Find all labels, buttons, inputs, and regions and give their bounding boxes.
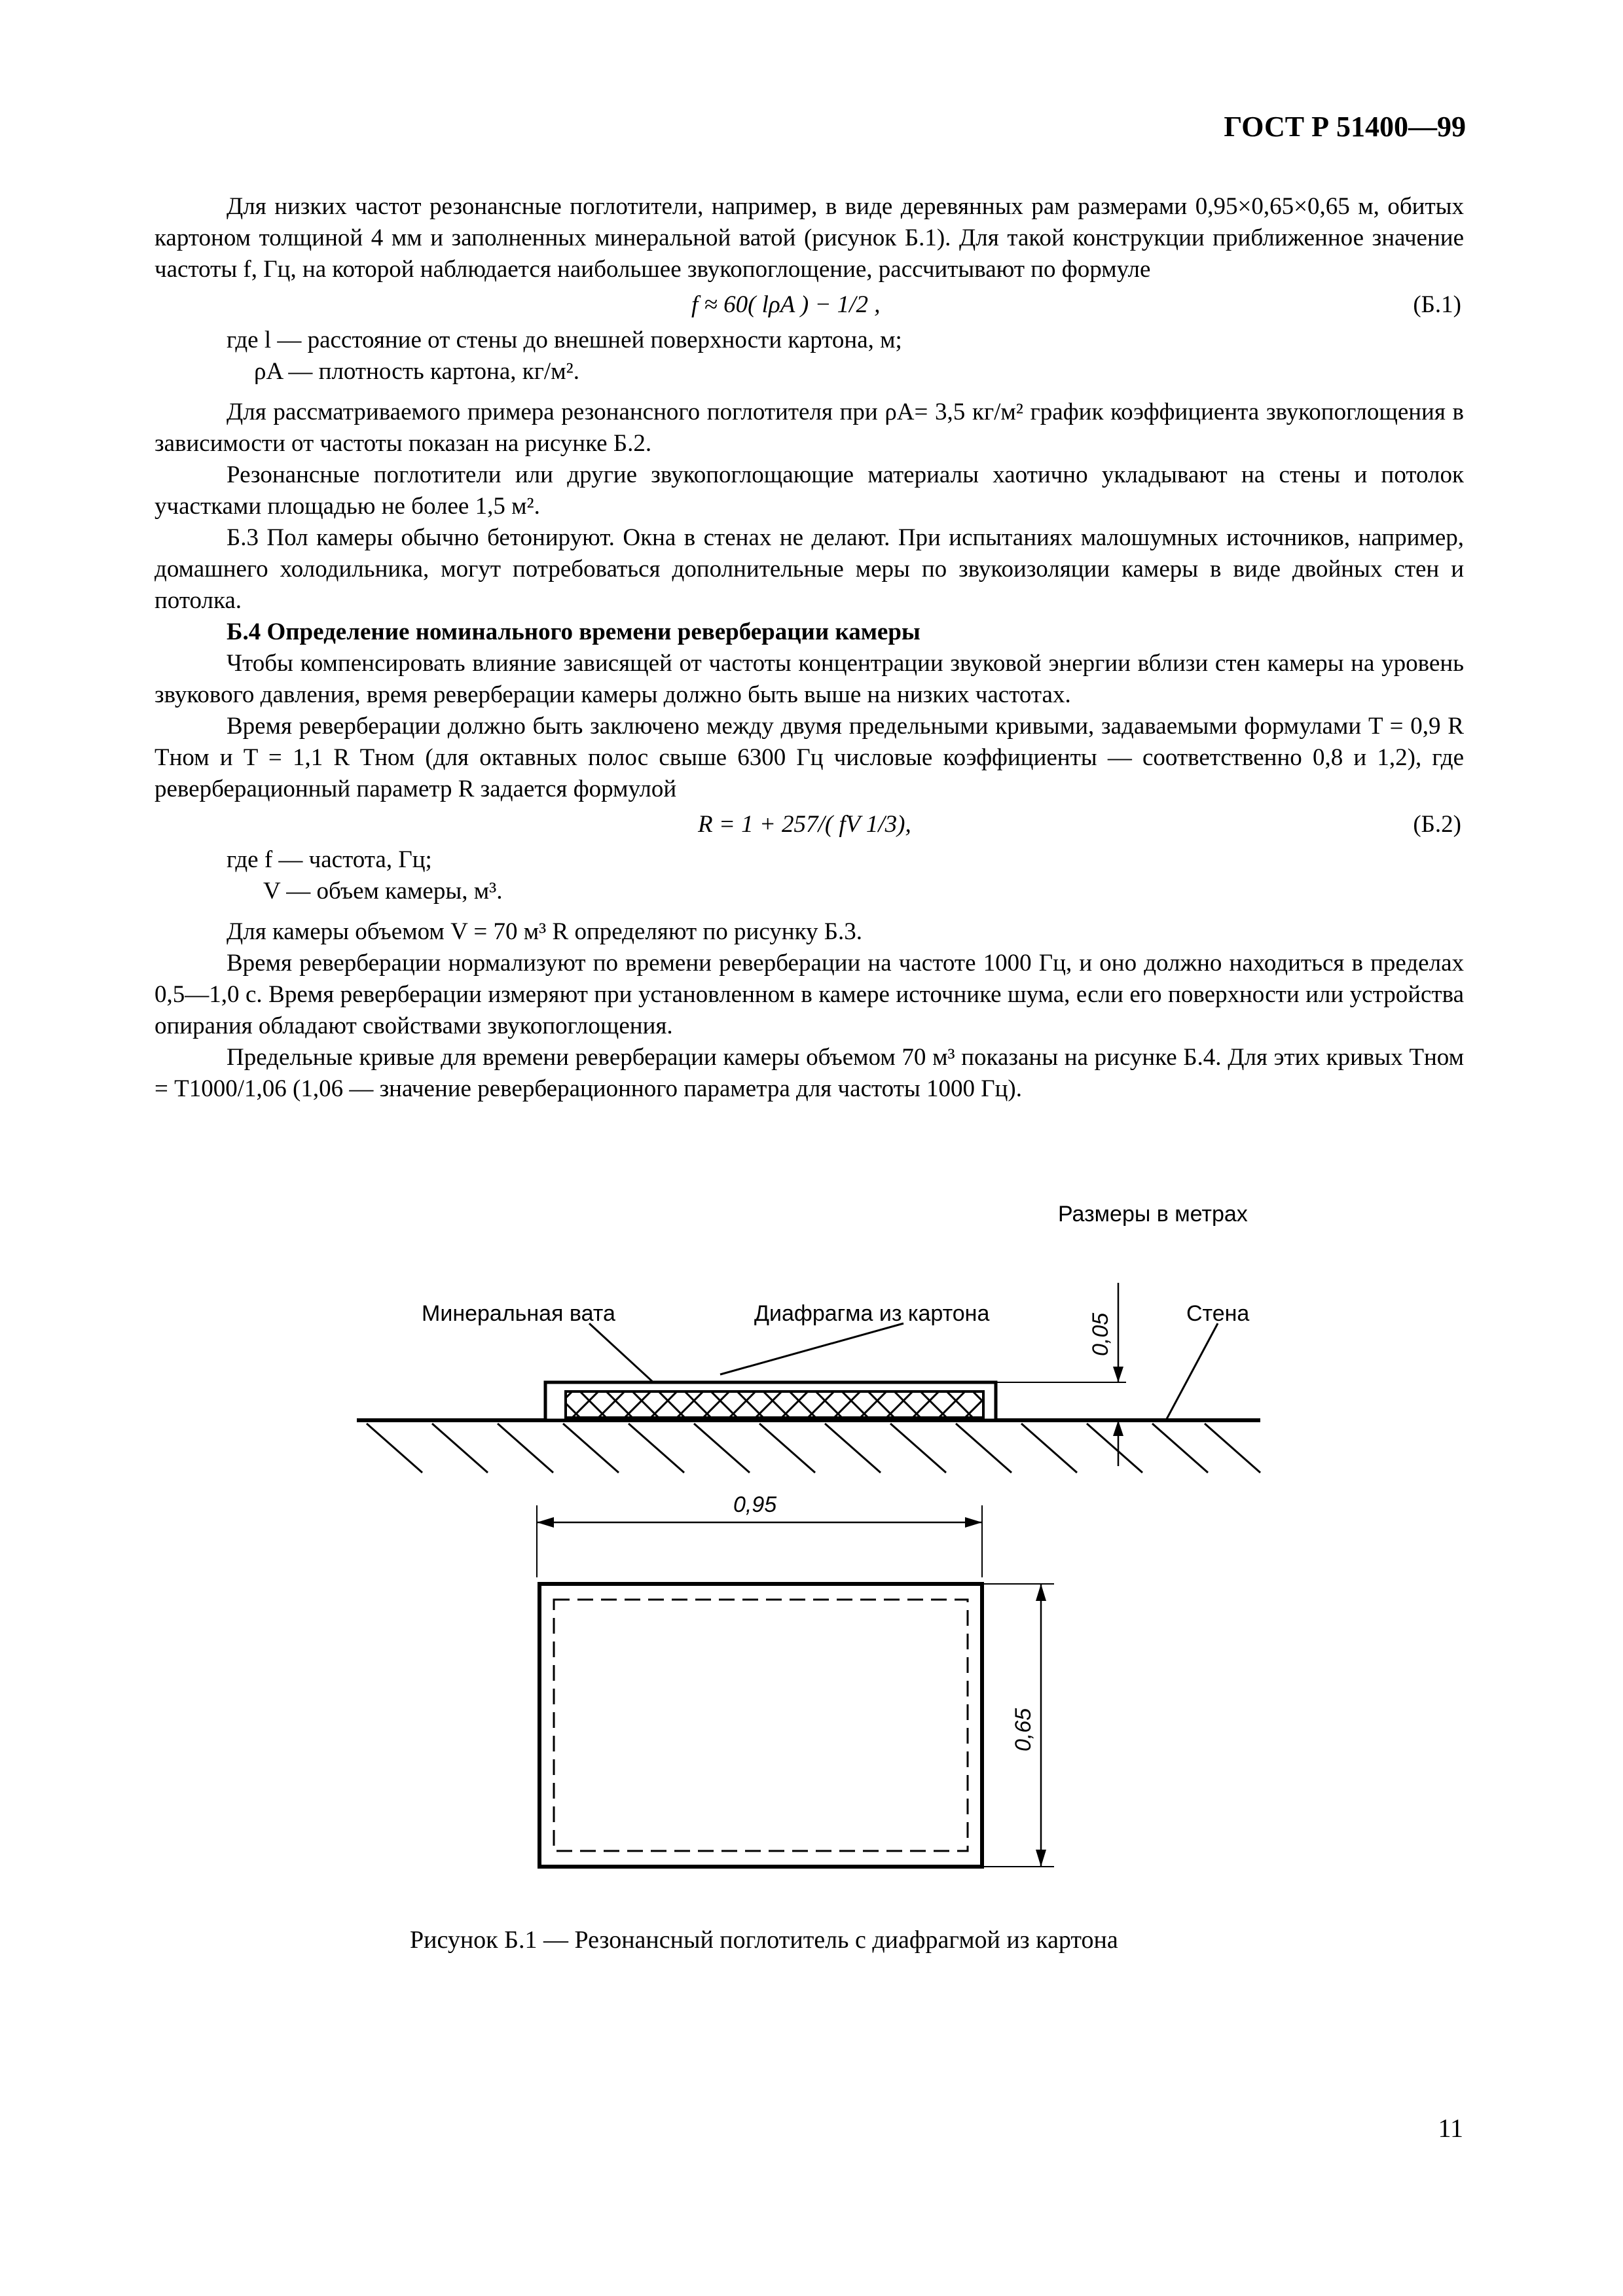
where-rho: ρA — плотность картона, кг/м². xyxy=(254,358,579,385)
arrow-thickness-top xyxy=(1113,1367,1123,1382)
figure-units-note: Размеры в метрах xyxy=(1058,1202,1248,1227)
figure-b1-drawing xyxy=(0,1244,1623,1924)
leader-wall xyxy=(1167,1323,1218,1419)
wall-hatching xyxy=(367,1424,1260,1473)
page-number: 11 xyxy=(1438,2113,1463,2143)
paragraph-5: Чтобы компенсировать влияние зависящей от частоты концентрации звуковой энергии вблизи стен камеры на уровень звукового давления, время реверберации камеры должно быть выше на низких частотах. xyxy=(155,650,1464,708)
arrow-height-top xyxy=(1036,1584,1046,1601)
formula-b2-number: (Б.2) xyxy=(1413,811,1461,838)
paragraph-1: Для низких частот резонансные поглотители, например, в виде деревянных рам размерами 0,95×0,65×0,65 м, обитых картоном толщиной 4 мм и заполненных минеральной ватой (рисунок Б.1). Для такой конструкции приближенное значение частоты f, Гц, на которой наблюдается наибольшее звукопоглощение, рассчитывают по формуле xyxy=(155,193,1464,283)
where-v: V — объем камеры, м³. xyxy=(263,878,503,905)
arrow-width-right xyxy=(965,1517,982,1528)
figure-caption: Рисунок Б.1 — Резонансный поглотитель с диафрагмой из картона xyxy=(410,1926,1118,1954)
paragraph-2: Для рассматриваемого примера резонансного поглотителя при ρA= 3,5 кг/м² график коэффициента звукопоглощения в зависимости от частоты показан на рисунке Б.2. xyxy=(155,399,1464,457)
absorber-frame-plan xyxy=(539,1584,982,1867)
dim-height-label: 0,65 xyxy=(1011,1708,1036,1751)
paragraph-4: Б.3 Пол камеры обычно бетонируют. Окна в стенах не делают. При испытаниях малошумных источников, например, домашнего холодильника, могут потребоваться дополнительные меры по звукоизоляции камеры в виде двойных стен и потолка. xyxy=(155,524,1464,614)
formula-b1-expression: f ≈ 60( lρA ) − 1/2 , xyxy=(691,291,881,318)
where-f: где f — частота, Гц; xyxy=(227,846,432,873)
label-cardboard-diaphragm: Диафрагма из картона xyxy=(754,1301,990,1326)
arrow-height-bottom xyxy=(1036,1850,1046,1867)
section-heading-b4: Б.4 Определение номинального времени реверберации камеры xyxy=(227,619,921,645)
dim-thickness-label: 0,05 xyxy=(1088,1312,1113,1356)
document-header: ГОСТ Р 51400—99 xyxy=(1224,111,1466,143)
body-text xyxy=(155,191,1464,1105)
paragraph-8: Время реверберации нормализуют по времени реверберации на частоте 1000 Гц, и оно должно находиться в пределах 0,5—1,0 с. Время реверберации измеряют при установленном в камере источнике шума, если его поверхности или устройства опирания обладают свойствами звукопоглощения. xyxy=(155,950,1464,1039)
paragraph-6: Время реверберации должно быть заключено между двумя предельными кривыми, задаваемыми формулами T = 0,9 R Tном и T = 1,1 R Tном (для октавных полос свыше 6300 Гц числовые коэффициенты — соответственно 0,8 и 1,2), где реверберационный параметр R задается формулой xyxy=(155,713,1464,802)
leader-diaphragm xyxy=(720,1323,903,1374)
arrow-thickness-bottom xyxy=(1113,1420,1123,1436)
paragraph-7: Для камеры объемом V = 70 м³ R определяют по рисунку Б.3. xyxy=(227,918,863,945)
where-l: где l — расстояние от стены до внешней поверхности картона, м; xyxy=(227,327,902,353)
label-mineral-wool: Минеральная вата xyxy=(422,1301,615,1326)
paragraph-9: Предельные кривые для времени реверберации камеры объемом 70 м³ показаны на рисунке Б.4. Для этих кривых Tном = T1000/1,06 (1,06 — значение реверберационного параметра для частоты 1000 Гц). xyxy=(155,1044,1464,1102)
diaphragm-outline-dashed xyxy=(554,1600,968,1851)
formula-b1-number: (Б.1) xyxy=(1413,291,1461,318)
formula-b1 xyxy=(155,285,1464,325)
dim-width-label: 0,95 xyxy=(733,1492,777,1517)
formula-b2 xyxy=(155,805,1464,844)
label-wall: Стена xyxy=(1186,1301,1250,1326)
paragraph-3: Резонансные поглотители или другие звукопоглощающие материалы хаотично укладывают на стены и потолок участками площадью не более 1,5 м². xyxy=(155,461,1464,520)
arrow-width-left xyxy=(537,1517,554,1528)
mineral-wool-fill xyxy=(566,1391,983,1418)
formula-b2-expression: R = 1 + 257/( fV 1/3), xyxy=(698,811,911,838)
